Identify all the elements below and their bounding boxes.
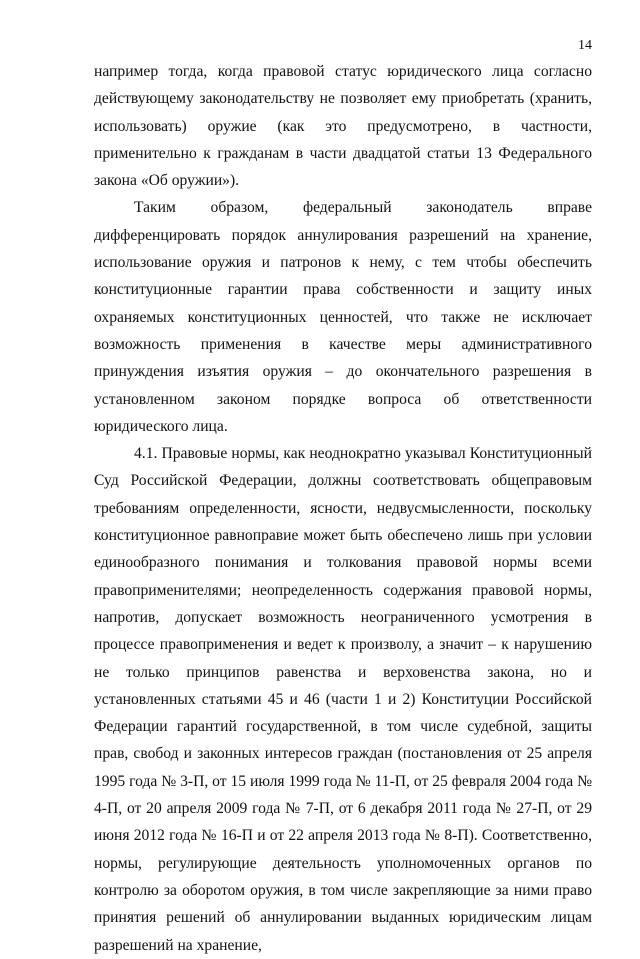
page-number: 14 xyxy=(578,38,592,53)
paragraph-conclusion: Таким образом, федеральный законодатель вправе дифференцировать порядок аннулирования разрешений на хранение, использование оружия и патронов к нему, с тем чтобы обеспечить конституционные гарантии права собственности и защиту иных охраняемых конституционных ценностей, что также не исключает возможность применения в качестве меры административного принуждения изъятия оружия – до окончательного разрешения в установленном законом порядке вопроса об ответственности юридического лица. xyxy=(94,199,592,435)
paragraph-section-4-1: 4.1. Правовые нормы, как неоднократно указывал Конституционный Суд Российской Федерации, должны соответствовать общеправовым требованиям определенности, ясности, недвусмысленности, поскольку конституционное равноправие может быть обеспечено лишь при условии единообразного понимания и толкования правовой нормы всеми правоприменителями; неопределенность содержания правовой нормы, напротив, допускает возможность неограниченного усмотрения в процессе правоприменения и ведет к произволу, а значит – к нарушению не только принципов равенства и верховенства закона, но и установленных статьями 45 и 46 (части 1 и 2) Конституции Российской Федерации гарантий государственной, в том числе судебной, защиты прав, свобод и законных интересов граждан (постановления от 25 апреля 1995 года № 3-П, от 15 июля 1999 года № 11-П, от 25 февраля 2004 года № 4-П, от 20 апреля 2009 года № 7-П, от 6 декабря 2011 года № 27-П, от 29 июня 2012 года № 16-П и от 22 апреля 2013 года № 8-П). Соответственно, нормы, регулирующие деятельность уполномоченных органов по контролю за оборотом оружия, в том числе закрепляющие за ними право принятия решений об аннулировании выданных юридическим лицам разрешений на хранение, xyxy=(94,445,592,954)
paragraph-continuation: например тогда, когда правовой статус юридического лица согласно действующему законодательству не позволяет ему приобретать (хранить, использовать) оружие (как это предусмотрено, в частности, применительно к гражданам в части двадцатой статьи 13 Федерального закона «Об оружии»). xyxy=(94,63,592,190)
